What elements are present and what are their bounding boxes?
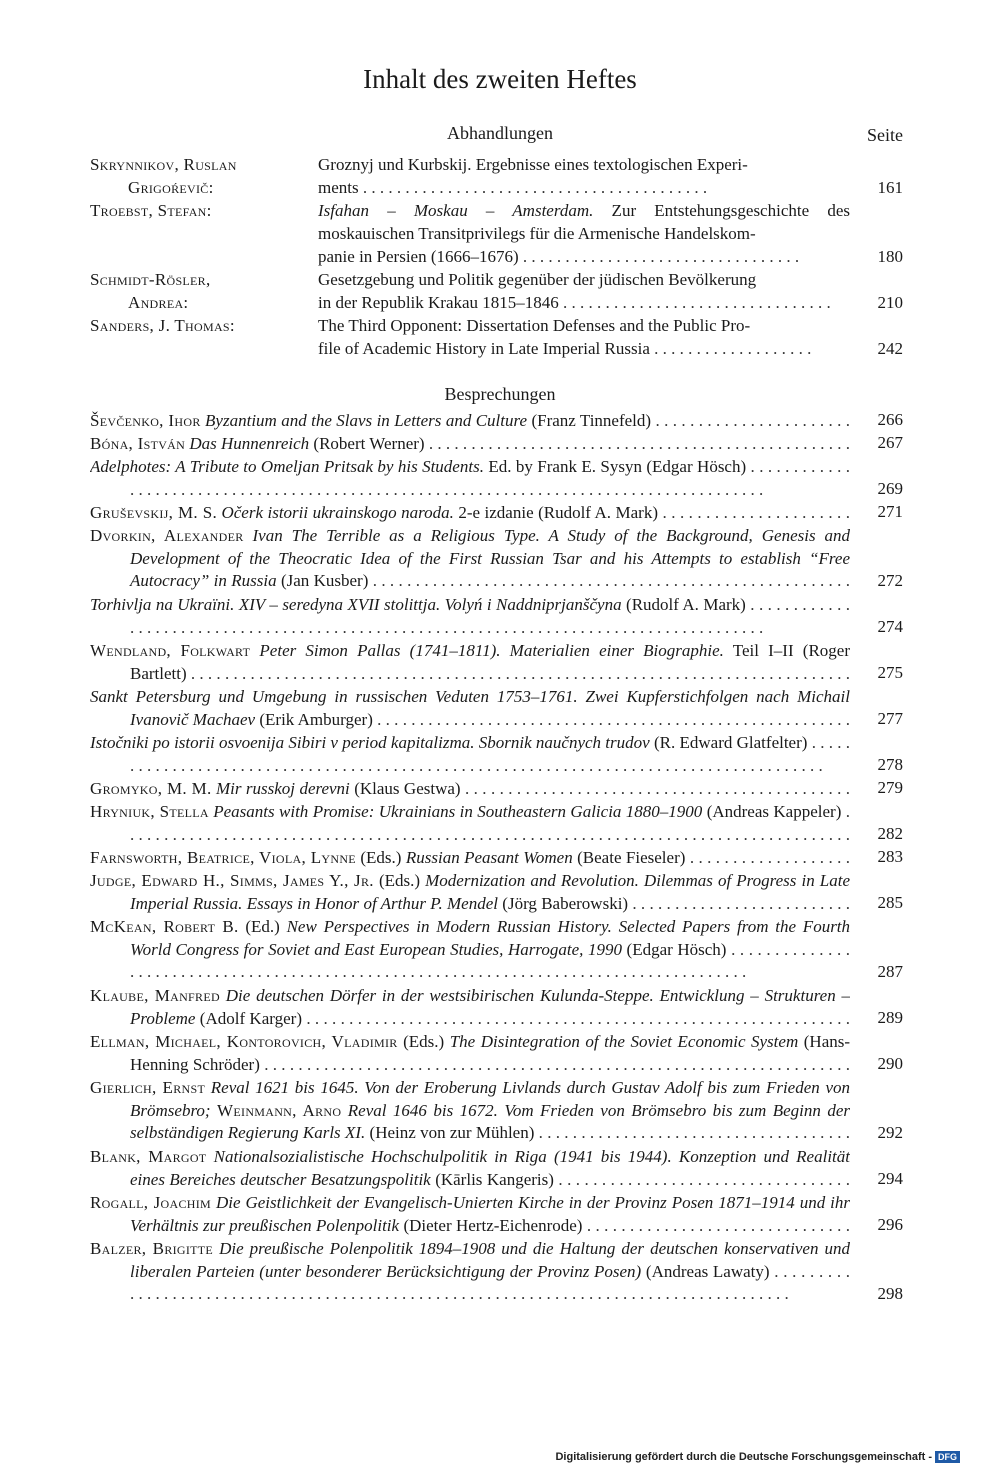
review-page: 272	[877, 571, 903, 590]
review-reviewer: (Andreas Kappeler)	[706, 802, 842, 821]
review-page: 282	[877, 824, 903, 843]
article-page: 242	[877, 339, 903, 358]
review-reviewer: (Jan Kusber)	[280, 571, 369, 591]
review-entry: McKean, Robert B. (Ed.) New Perspectives in Modern Russian History. Selected Papers from the Fourth World Congress for Soviet and East European Studies, Harrogate, 1990 (Edgar Hösch) . . . . . . . . . . . . . . . . . . . . . . . . . . . . . . . . . . . . . . . . . . . . . . . . . . . . . . . . . . . . . . . . . . . . . . . . . . . . . . . . . . . . . . .	[90, 917, 850, 982]
review-author: Rogall, Joachim	[90, 1193, 211, 1212]
review-entry: Torhivlja na Ukraïni. XIV – seredyna XVII stolittja. Volyń i Naddniprjanščyna (Rudolf A. Mark) . . . . . . . . . . . . . . . . . . . . . . . . . . . . . . . . . . . . . . . . . . . . . . . . . . . . . . . . . . . . . . . . . . . . . . . . . . . . . . . . . . . . . . .	[90, 595, 850, 637]
review-reviewer: (Rudolf A. Mark)	[626, 595, 746, 614]
review-title: Ivan The Terrible as a Religious Type. A Study of the Background, Genesis and Development of the Theocratic Idea of the First Russian Tsar and his Attempts to establish “Free Autocracy” in Russia	[130, 526, 850, 591]
review-page: 275	[877, 663, 903, 682]
article-title-italic: Isfahan – Moskau – Amsterdam.	[318, 201, 594, 220]
review-author: Hryniuk, Stella	[90, 802, 209, 821]
review-author: McKean, Robert B.	[90, 917, 239, 936]
review-reviewer: (Erik Amburger)	[259, 709, 373, 729]
review-entry: Istočniki po istorii osvoenija Sibiri v period kapitalizma. Sbornik naučnych trudov (R. Edward Glatfelter) . . . . . . . . . . . . . . . . . . . . . . . . . . . . . . . . . . . . . . . . . . . . . . . . . . . . . . . . . . . . . . . . . . . . . . . . . . . . . . . . . . . . . . .	[90, 733, 850, 775]
article-author: Skrynnikov, Ruslan	[90, 155, 237, 174]
review-page: 289	[877, 1008, 903, 1027]
review-author: Gierlich, Ernst	[90, 1078, 206, 1097]
review-page: 287	[877, 962, 903, 981]
review-title-2: Reval 1646 bis 1672. Vom Frieden von Brömsebro bis zum Beginn der selbständigen Regierung Karls XI.	[130, 1100, 850, 1143]
review-entry: Judge, Edward H., Simms, James Y., Jr. (Eds.) Modernization and Revolution. Dilemmas of Progress in Late Imperial Russia. Essays in Honor of Arthur P. Mendel (Jörg Baberowski) . . . . . . . . . . . . . . . . . . . . . . . . . .	[90, 871, 850, 913]
review-title: Byzantium and the Slavs in Letters and Culture	[205, 411, 528, 430]
review-page: 296	[877, 1215, 903, 1234]
review-reviewer: (Robert Werner)	[313, 434, 425, 453]
article-title: Gesetzgebung und Politik gegenüber der jüdischen Bevölkerung	[318, 270, 757, 289]
review-author: Ševčenko, Ihor	[90, 411, 201, 430]
review-entry: Bóna, István Das Hunnenreich (Robert Werner) . . . . . . . . . . . . . . . . . . . . . . . . . . . . . . . . . . . . . . . . . . . . . . . . . .	[90, 434, 850, 453]
review-page: 278	[877, 755, 903, 774]
review-title: Reval 1621 bis 1645. Von der Eroberung Livlands durch Gustav Adolf bis zum Frieden von Brömsebro;	[130, 1078, 850, 1120]
review-entry: Sankt Petersburg und Umgebung in russischen Veduten 1753–1761. Zwei Kupferstichfolgen nach Michail Ivanovič Machaev (Erik Amburger) . . . . . . . . . . . . . . . . . . . . . . . . . . . . . . . . . . . . . . . . . . . . . . . . . . . . . . . .	[90, 687, 850, 729]
section-heading-abhandlungen: Abhandlungen	[447, 123, 553, 143]
review-title: Sankt Petersburg und Umgebung in russischen Veduten 1753–1761. Zwei Kupferstichfolgen nach Michail Ivanovič Machaev	[90, 687, 850, 729]
review-entry: Farnsworth, Beatrice, Viola, Lynne (Eds.) Russian Peasant Women (Beate Fieseler) . . . . . . . . . . . . . . . . . . .	[90, 848, 850, 867]
article-entry: Skrynnikov, Ruslan Grigoŕevič: Groznyj und Kurbskij. Ergebnisse eines textologischen Experi- ments . . . . . . . . . . . . . . . . . . . . . . . . . . . . . . . . . . . . . . . . . 161	[90, 155, 903, 197]
review-page: 290	[877, 1054, 903, 1073]
article-title-end: in der Republik Krakau 1815–1846	[318, 293, 559, 312]
article-title: The Third Opponent: Dissertation Defenses and the Public Pro-	[318, 316, 751, 335]
review-author: Klaube, Manfred	[90, 986, 220, 1005]
review-reviewer-2: (Hans-Henning Schröder)	[130, 1032, 850, 1074]
review-author: Gromyko, M. M.	[90, 779, 212, 798]
review-title: Očerk istorii ukrainskogo naroda.	[221, 503, 454, 522]
review-page: 292	[877, 1123, 903, 1142]
review-reviewer: Ed. by Frank E. Sysyn (Edgar Hösch)	[488, 457, 747, 476]
review-page: 274	[877, 617, 903, 636]
article-author-line2: Andrea:	[128, 293, 189, 312]
review-title-2: Modernization and Revolution. Dilemmas of Progress in Late Imperial Russia. Essays in Honor of Arthur P. Mendel	[130, 871, 850, 913]
review-author: Bóna, István	[90, 434, 186, 453]
article-page: 161	[877, 178, 903, 197]
article-author: Schmidt-Rösler,	[90, 270, 211, 289]
review-entry: Gierlich, Ernst Reval 1621 bis 1645. Von der Eroberung Livlands durch Gustav Adolf bis zum Frieden von Brömsebro; Weinmann, Arno Reval 1646 bis 1672. Vom Frieden von Brömsebro bis zum Beginn der selbständigen Regierung Karls XI. (Heinz von zur Mühlen) . . . . . . . . . . . . . . . . . . . . . . . . . . . . . . . . . . . . .	[90, 1078, 850, 1143]
review-page: 279	[877, 778, 903, 797]
review-reviewer: (Adolf Karger)	[199, 1008, 302, 1028]
review-author: Gruševskij, M. S.	[90, 503, 217, 522]
review-reviewer: (Andreas Lawaty)	[645, 1261, 770, 1281]
review-title-2: Russian Peasant Women	[405, 848, 573, 867]
page-column-heading: Seite	[867, 125, 903, 145]
article-entry: Troebst, Stefan: Isfahan – Moskau – Amsterdam. Zur Entstehungsgeschichte des moskauischen Transitprivilegs für die Armenische Handelskom- panie in Persien (1666–1676) . . . . . . . . . . . . . . . . . . . . . . . . . . . . . . . . . 180	[90, 201, 903, 266]
review-page: 269	[877, 479, 903, 498]
review-page: 285	[877, 893, 903, 912]
review-page: 298	[877, 1284, 903, 1303]
review-reviewer-2: (Heinz von zur Mühlen)	[369, 1123, 535, 1143]
review-title: Die deutschen Dörfer in der westsibirischen Kulunda-Steppe. Entwicklung – Strukturen – Probleme	[130, 986, 850, 1028]
review-entry: Dvorkin, Alexander Ivan The Terrible as a Religious Type. A Study of the Background, Genesis and Development of the Theocratic Idea of the First Russian Tsar and his Attempts to establish “Free Autocracy” in Russia (Jan Kusber) . . . . . . . . . . . . . . . . . . . . . . . . . . . . . . . . . . . . . . . . . . . . . . . . . . . . . . . .	[90, 526, 850, 591]
review-entry: Adelphotes: A Tribute to Omeljan Pritsak by his Students. Ed. by Frank E. Sysyn (Edgar Hösch) . . . . . . . . . . . . . . . . . . . . . . . . . . . . . . . . . . . . . . . . . . . . . . . . . . . . . . . . . . . . . . . . . . . . . . . . . . . . . . . . . . . . . . .	[90, 457, 850, 499]
review-reviewer: (Franz Tinnefeld)	[531, 411, 652, 430]
review-reviewer: Teil I–II (Roger Bartlett)	[130, 641, 850, 683]
review-title: Das Hunnenreich	[189, 434, 310, 453]
article-title-end: panie in Persien (1666–1676)	[318, 247, 519, 266]
review-title: Die preußische Polenpolitik 1894–1908 und die Haltung der deutschen konservativen und liberalen Parteien (unter besonderer Berücksichtigung der Provinz Posen)	[130, 1239, 850, 1281]
review-entry: Balzer, Brigitte Die preußische Polenpolitik 1894–1908 und die Haltung der deutschen konservativen und liberalen Parteien (unter besonderer Berücksichtigung der Provinz Posen) (Andreas Lawaty) . . . . . . . . . . . . . . . . . . . . . . . . . . . . . . . . . . . . . . . . . . . . . . . . . . . . . . . . . . . . . . . . . . . . . . . . . . . . . . . . . . . . . . .	[90, 1239, 850, 1304]
review-author: Blank, Margot	[90, 1147, 207, 1166]
article-entry: Sanders, J. Thomas: The Third Opponent: Dissertation Defenses and the Public Pro- file of Academic History in Late Imperial Russia . . . . . . . . . . . . . . . . . . . 242	[90, 316, 903, 358]
review-author-2: Weinmann, Arno	[217, 1100, 342, 1120]
review-page: 294	[877, 1169, 903, 1188]
review-author: Wendland, Folkwart	[90, 641, 251, 660]
review-entry: Ellman, Michael, Kontorovich, Vladimir (Eds.) The Disintegration of the Soviet Economic System (Hans-Henning Schröder) . . . . . . . . . . . . . . . . . . . . . . . . . . . . . . . . . . . . . . . . . . . . . . . . . . . . . . . . . . . . . . . . . . . . .	[90, 1032, 850, 1074]
review-reviewer: (Dieter Hertz-Eichenrode)	[403, 1215, 583, 1235]
review-title: Nationalsozialistische Hochschulpolitik in Riga (1941 bis 1944). Konzeption und Realität eines Bereiches deutscher Besatzungspolitik	[130, 1147, 850, 1189]
review-entry: Gruševskij, M. S. Očerk istorii ukrainskogo naroda. 2-e izdanie (Rudolf A. Mark) . . . . . . . . . . . . . . . . . . . . . .	[90, 503, 850, 522]
review-reviewer: (Eds.)	[378, 871, 421, 890]
review-author: Farnsworth, Beatrice, Viola, Lynne	[90, 848, 356, 867]
review-reviewer: (Kārlis Kangeris)	[435, 1169, 554, 1189]
review-page: 267	[877, 433, 903, 452]
article-title: Zur Entstehungsgeschichte des moskauischen Transitprivilegs für die Armenische Handelskom-	[318, 201, 850, 243]
review-reviewer-2: (Beate Fieseler)	[577, 848, 686, 867]
review-title: Istočniki po istorii osvoenija Sibiri v period kapitalizma. Sbornik naučnych trudov	[90, 733, 650, 752]
review-reviewer: (Ed.)	[245, 917, 280, 936]
review-author: Judge, Edward H., Simms, James Y., Jr.	[90, 871, 374, 890]
review-entry: Blank, Margot Nationalsozialistische Hochschulpolitik in Riga (1941 bis 1944). Konzeption und Realität eines Bereiches deutscher Besatzungspolitik (Kārlis Kangeris) . . . . . . . . . . . . . . . . . . . . . . . . . . . . . . . . . .	[90, 1147, 850, 1189]
review-title-2: New Perspectives in Modern Russian History. Selected Papers from the Fourth World Congress for Soviet and East European Studies, Harrogate, 1990	[130, 917, 850, 959]
article-entry: Schmidt-Rösler, Andrea: Gesetzgebung und Politik gegenüber der jüdischen Bevölkerung in der Republik Krakau 1815–1846 . . . . . . . . . . . . . . . . . . . . . . . . . . . . . . . . 210	[90, 270, 903, 312]
review-title: Die Geistlichkeit der Evangelisch-Unierten Kirche in der Provinz Posen 1871–1914 und ihr Verhältnis zur preußischen Polenpolitik	[130, 1193, 850, 1235]
article-title-end: file of Academic History in Late Imperial Russia	[318, 339, 650, 358]
review-entry: Gromyko, M. M. Mir russkoj derevni (Klaus Gestwa) . . . . . . . . . . . . . . . . . . . . . . . . . . . . . . . . . . . . . . . . . . . . .	[90, 779, 850, 798]
review-page: 277	[877, 709, 903, 728]
review-title: Adelphotes: A Tribute to Omeljan Pritsak by his Students.	[90, 457, 484, 476]
review-reviewer: (R. Edward Glatfelter)	[653, 733, 808, 752]
article-title-end: ments	[318, 178, 359, 197]
review-page: 266	[877, 410, 903, 429]
review-entry: Ševčenko, Ihor Byzantium and the Slavs in Letters and Culture (Franz Tinnefeld) . . . . . . . . . . . . . . . . . . . . . . .	[90, 411, 850, 430]
page-title: Inhalt des zweiten Heftes	[363, 64, 637, 94]
review-reviewer: (Eds.)	[360, 848, 402, 867]
article-author: Sanders, J. Thomas:	[90, 316, 235, 335]
review-page: 271	[877, 502, 903, 521]
article-title: Groznyj und Kurbskij. Ergebnisse eines textologischen Experi-	[318, 155, 748, 174]
review-title: Peter Simon Pallas (1741–1811). Materialien einer Biographie.	[259, 641, 724, 660]
article-page: 180	[877, 247, 903, 266]
footer-text: Digitalisierung gefördert durch die Deutsche Forschungsgemeinschaft -	[555, 1451, 932, 1463]
review-title-2: The Disintegration of the Soviet Economic System	[449, 1032, 799, 1051]
section-heading-besprechungen: Besprechungen	[444, 384, 556, 404]
review-entry: Wendland, Folkwart Peter Simon Pallas (1741–1811). Materialien einer Biographie. Teil I–II (Roger Bartlett) . . . . . . . . . . . . . . . . . . . . . . . . . . . . . . . . . . . . . . . . . . . . . . . . . . . . . . . . . . . . . . . . . . . . . . . . . . . . . .	[90, 641, 850, 683]
review-reviewer: (Klaus Gestwa)	[354, 779, 461, 798]
footer-credit	[555, 1451, 960, 1463]
dfg-logo-icon: DFG	[935, 1451, 960, 1463]
review-reviewer: (Eds.)	[403, 1032, 445, 1051]
review-title: Mir russkoj derevni	[216, 779, 350, 798]
review-author: Balzer, Brigitte	[90, 1239, 214, 1258]
review-entry: Hryniuk, Stella Peasants with Promise: Ukrainians in Southeastern Galicia 1880–1900 (Andreas Kappeler) . . . . . . . . . . . . . . . . . . . . . . . . . . . . . . . . . . . . . . . . . . . . . . . . . . . . . . . . . . . . . . . . . . . . . . . . . . . . . . . . . . . . . .	[90, 802, 850, 844]
review-title: Torhivlja na Ukraïni. XIV – seredyna XVII stolittja. Volyń i Naddniprjanščyna	[90, 595, 622, 614]
review-author: Dvorkin, Alexander	[90, 526, 244, 545]
review-entry: Rogall, Joachim Die Geistlichkeit der Evangelisch-Unierten Kirche in der Provinz Posen 1871–1914 und ihr Verhältnis zur preußischen Polenpolitik (Dieter Hertz-Eichenrode) . . . . . . . . . . . . . . . . . . . . . . . . . . . . . . .	[90, 1193, 850, 1235]
review-reviewer-2: (Edgar Hösch)	[626, 939, 727, 959]
article-page: 210	[877, 293, 903, 312]
review-author: Ellman, Michael, Kontorovich, Vladimir	[90, 1032, 398, 1051]
review-page: 283	[877, 847, 903, 866]
review-reviewer-2: (Jörg Baberowski)	[502, 893, 629, 913]
article-author: Troebst, Stefan:	[90, 201, 212, 220]
article-author-line2: Grigoŕevič:	[128, 178, 214, 197]
review-reviewer: 2-e izdanie (Rudolf A. Mark)	[458, 503, 659, 522]
review-entry: Klaube, Manfred Die deutschen Dörfer in der westsibirischen Kulunda-Steppe. Entwicklung – Strukturen – Probleme (Adolf Karger) . . . . . . . . . . . . . . . . . . . . . . . . . . . . . . . . . . . . . . . . . . . . . . . . . . . . . . . . . . . . . . . .	[90, 986, 850, 1028]
review-title: Peasants with Promise: Ukrainians in Southeastern Galicia 1880–1900	[213, 802, 703, 821]
